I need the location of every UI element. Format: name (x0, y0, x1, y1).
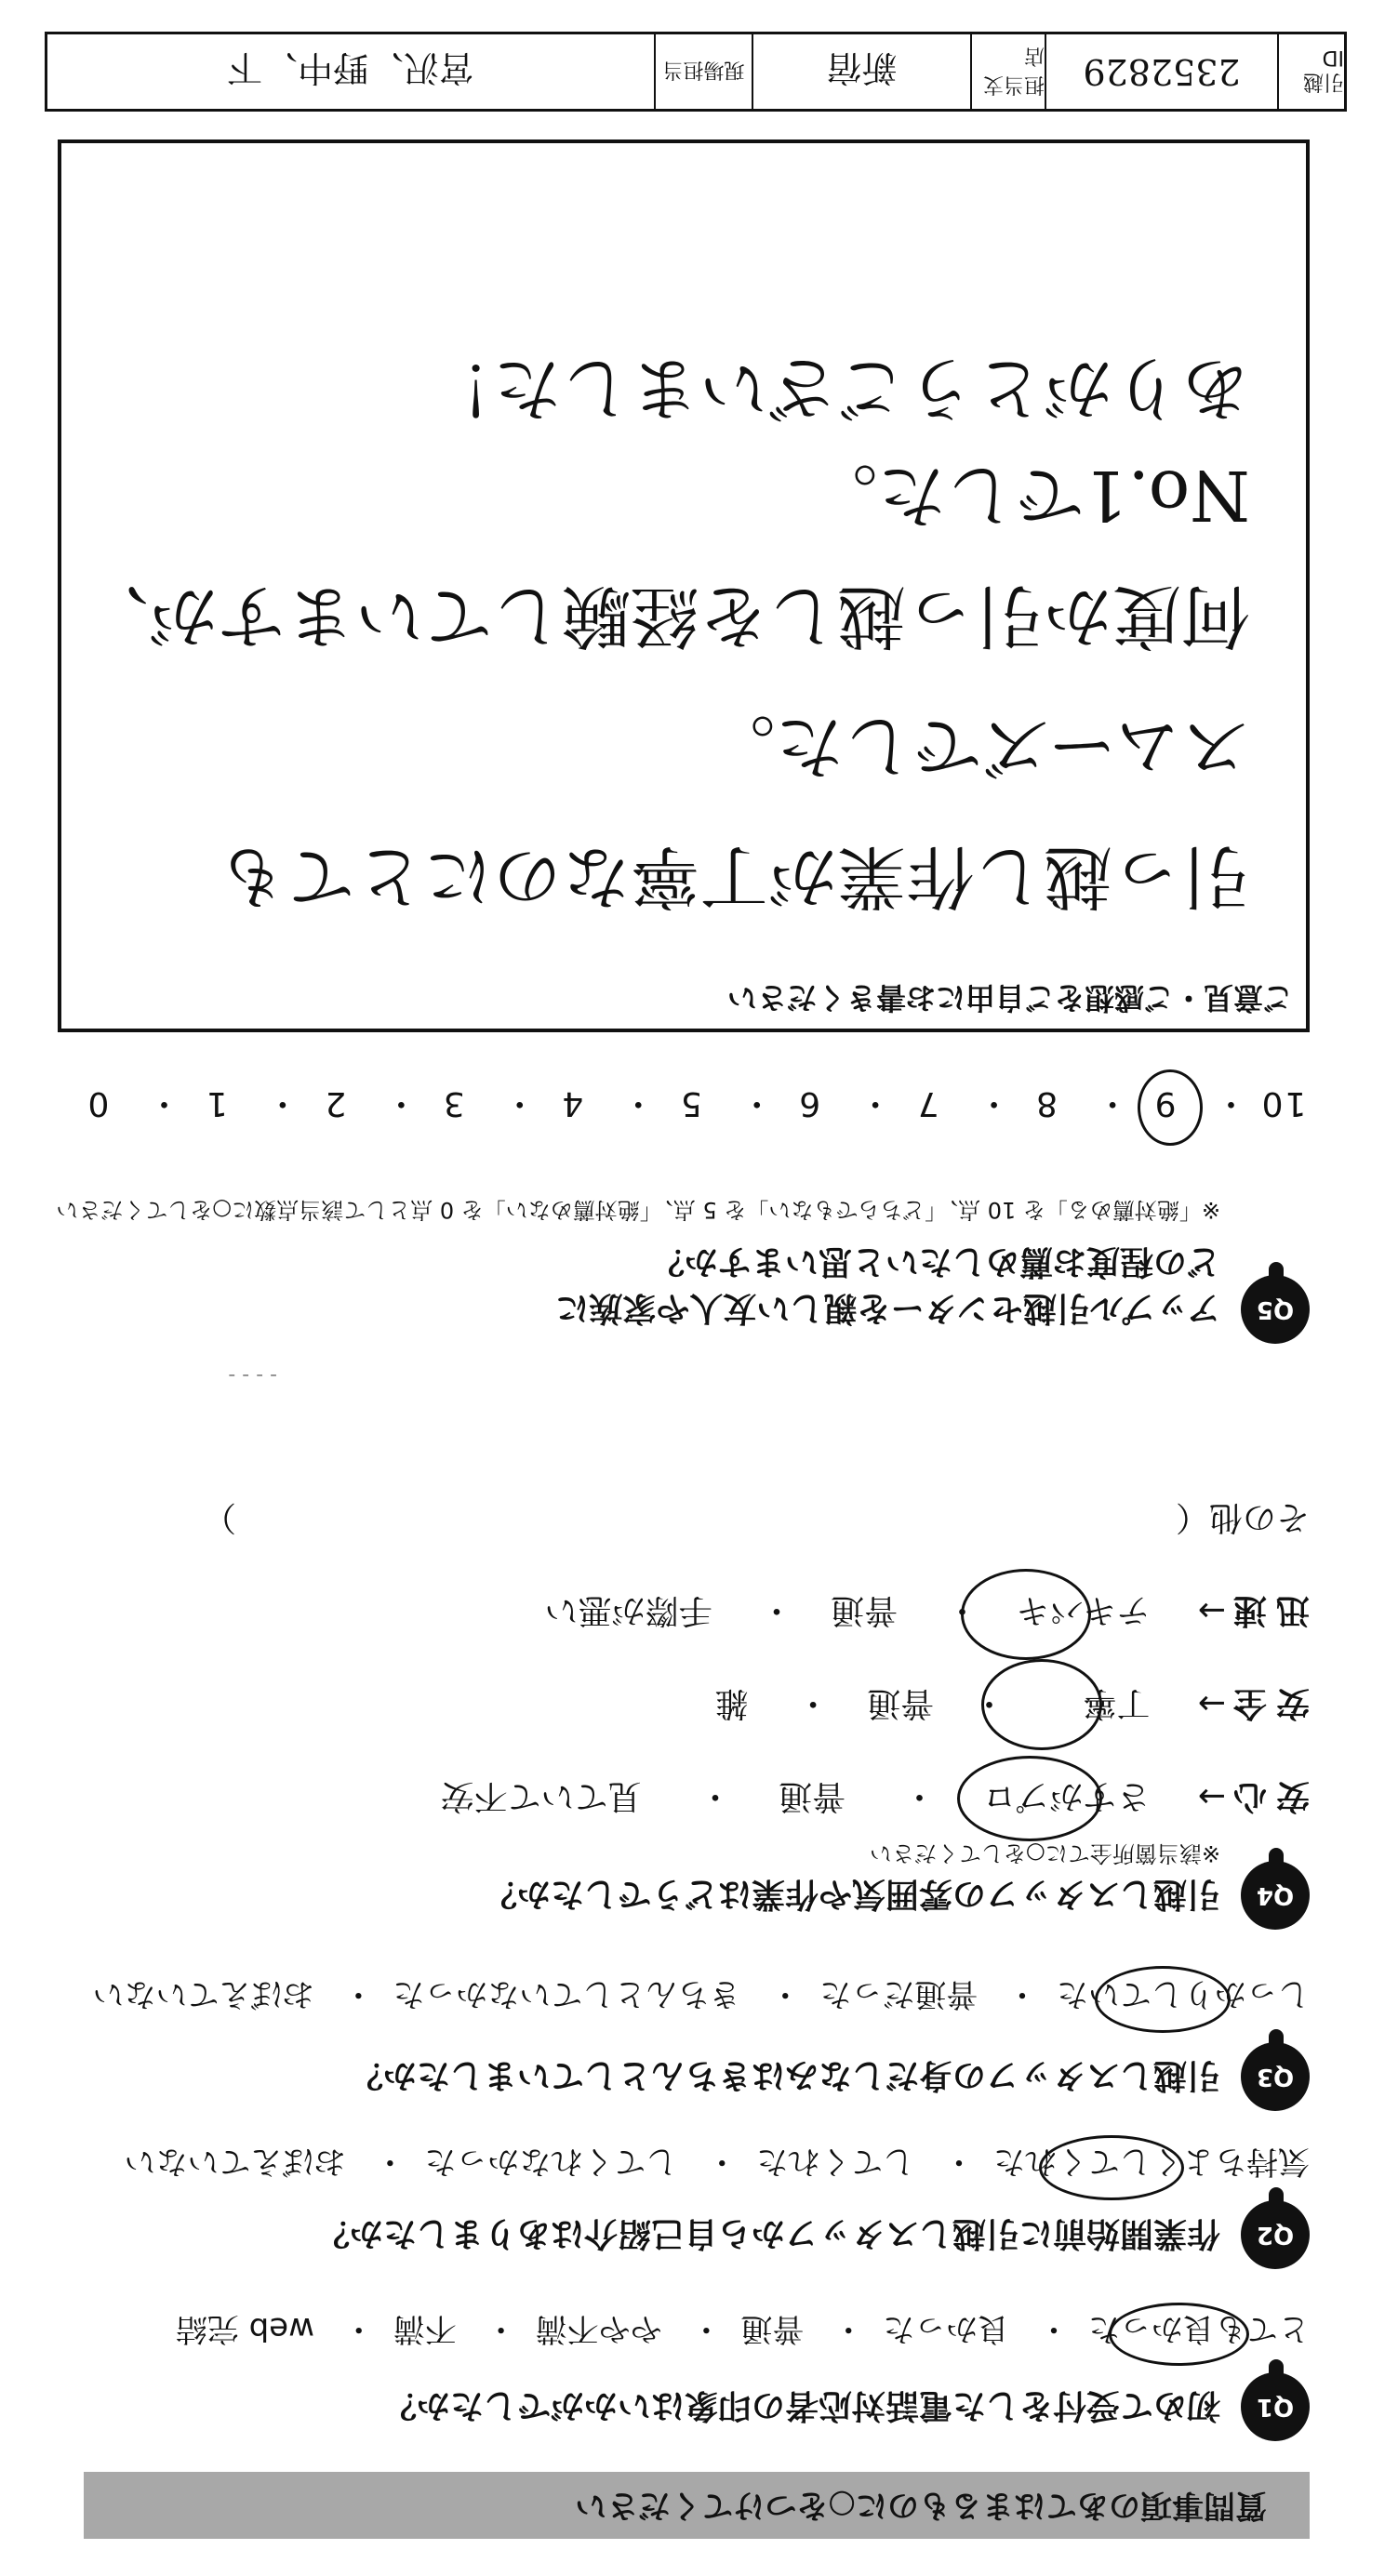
q5-score[interactable]: 9 (1152, 1084, 1177, 1122)
q1-option[interactable]: web 完結 (175, 2310, 314, 2347)
q4-anzen-mark (981, 1659, 1102, 1750)
leader-label: 現場担当 (656, 34, 753, 109)
id-table (45, 32, 1347, 112)
q5-scale: 10・ 9・ 8・ 7・ 6・ 5・ 4・ 3・ 2・ 1・ 0 (71, 1082, 1310, 1130)
comments-box (58, 139, 1310, 1032)
q4-text: 引越しスタッフの雰囲気や作業はどうでしたか？ (483, 1875, 1220, 1913)
q3-option[interactable]: おぼえていない (92, 1975, 314, 2012)
q3-option[interactable]: きちんとしていなかった (393, 1975, 741, 2012)
q3-badge: Q3 (1241, 2042, 1310, 2111)
q2-option[interactable]: してくれなかった (424, 2143, 678, 2180)
q4-option[interactable]: 普通 (831, 1591, 899, 1629)
comment-line: No.1でした。 (808, 455, 1250, 535)
branch-label: 担当支店 (972, 34, 1046, 109)
q5-score[interactable]: 2 (323, 1084, 347, 1122)
q4-option[interactable]: さすがプロ (982, 1777, 1151, 1815)
q5-score[interactable]: 0 (86, 1084, 110, 1122)
comment-line: 引っ越し作業が丁寧なのにとても (218, 836, 1250, 916)
comments-label: ご意見・ご感想をご自由にお書きください (726, 980, 1293, 1016)
q4-row-jinsoku: 迅速→ テキパキ・ 普通・ 手際が悪い (545, 1589, 1310, 1637)
q5-score[interactable]: 10 (1259, 1084, 1307, 1122)
q5-text-line1: アップル引越センターを親しい友人や家族に (555, 1289, 1220, 1327)
q1-option[interactable]: とても良かった (1088, 2310, 1310, 2347)
q3-option[interactable]: 普通だった (819, 1975, 979, 2012)
comment-line: スムーズでした。 (706, 706, 1250, 786)
q2-option[interactable]: してくれた (756, 2143, 915, 2180)
instruction-header: 質問事項のあてはまるものに○をつけてください (84, 2472, 1310, 2539)
q5-note: ※「絶対薦める」を 10 点、「どちらでもない」を 5 点、「絶対薦めない」を 0 点として該当点数に○をしてください (56, 1197, 1220, 1223)
q5-answer-mark (1138, 1069, 1203, 1146)
q4-row-label: 安全 (1223, 1684, 1310, 1722)
q2-option[interactable]: おぼえていない (124, 2143, 346, 2180)
q4-row-label: 迅速 (1223, 1591, 1310, 1629)
q4-jinsoku-mark (961, 1569, 1091, 1660)
comment-line: 何度か引っ越しを経験していますが、 (80, 576, 1250, 656)
id-label: 引越 ID (1302, 46, 1344, 93)
q5-score[interactable]: 1 (204, 1084, 228, 1122)
q1-option[interactable]: やや不満 (535, 2310, 662, 2347)
q5-score[interactable]: 3 (441, 1084, 465, 1122)
q4-option[interactable]: 雑 (714, 1684, 749, 1722)
q3-option[interactable]: しっかりしていた (1057, 1975, 1310, 2012)
branch-value: 新宿 (753, 34, 972, 109)
q4-badge: Q4 (1241, 1861, 1310, 1930)
q2-text: 作業開始前に引越しスタッフから自己紹介はありましたか？ (315, 2214, 1220, 2252)
q1-option[interactable]: 不満 (393, 2310, 457, 2347)
arrow-icon: → (1197, 1777, 1226, 1815)
q4-option[interactable]: 普通 (867, 1684, 935, 1722)
q5-badge: Q5 (1241, 1275, 1310, 1344)
arrow-icon: → (1197, 1591, 1226, 1629)
id-value: 2352829 (1046, 34, 1279, 109)
q5-score[interactable]: 6 (797, 1084, 821, 1122)
q4-other-label: その他（ (1175, 1498, 1310, 1536)
q1-option[interactable]: 普通 (740, 2310, 805, 2347)
q1-answer-mark (1109, 2303, 1249, 2366)
q4-row-anshin: 安心→ さすがプロ・ 普通・ 見ていて不安 (441, 1775, 1310, 1823)
q5-score[interactable]: 7 (915, 1084, 939, 1122)
arrow-icon: → (1197, 1684, 1226, 1722)
q3-answer-mark (1095, 1966, 1231, 2033)
scan-mark: - - - - (228, 1364, 277, 1388)
q4-row-anzen: 安全→ 丁寧・ 普通・ 雑 (715, 1682, 1310, 1730)
q4-other-close: ） (202, 1498, 236, 1536)
q3-text: 引越しスタッフの身だしなみはきちんとしていましたか？ (349, 2056, 1220, 2094)
q2-option[interactable]: 気持ちよくしてくれた (993, 2143, 1310, 2180)
q1-text: 初めて受付をした電話対応者の印象はいかがでしたか？ (382, 2386, 1220, 2424)
q4-option[interactable]: 普通 (779, 1777, 846, 1815)
q4-option[interactable]: テキパキ (1016, 1591, 1151, 1629)
q4-option[interactable]: 見ていて不安 (440, 1777, 642, 1815)
q4-option[interactable]: 丁寧 (1083, 1684, 1151, 1722)
q4-option[interactable]: 手際が悪い (544, 1591, 712, 1629)
q3-options: しっかりしていた・ 普通だった・ きちんとしていなかった・ おぼえていない (92, 1975, 1310, 2012)
q1-options: とても良かった・ 良かった・ 普通・ やや不満・ 不満・ web 完結 (175, 2310, 1310, 2347)
q2-options: 気持ちよくしてくれた・ してくれた・ してくれなかった・ おぼえていない (124, 2143, 1310, 2180)
q5-score[interactable]: 4 (560, 1084, 584, 1122)
q5-score[interactable]: 5 (678, 1084, 702, 1122)
comment-line: ありがとうございました！ (424, 348, 1250, 428)
q1-option[interactable]: 良かった (883, 2310, 1010, 2347)
q1-badge: Q1 (1241, 2372, 1310, 2441)
q4-anshin-mark (957, 1756, 1102, 1841)
q2-answer-mark (1039, 2135, 1184, 2200)
q4-note: ※該当箇所全てに○をしてください (869, 1840, 1220, 1866)
q5-score[interactable]: 8 (1034, 1084, 1058, 1122)
q4-row-label: 安心 (1223, 1777, 1310, 1815)
q4-other (203, 1496, 1310, 1544)
q5-text-line2: どの程度お薦めしたいと思いますか？ (650, 1242, 1220, 1281)
q2-badge: Q2 (1241, 2200, 1310, 2269)
leader-value: 宮沢、野中、下 (47, 34, 656, 109)
